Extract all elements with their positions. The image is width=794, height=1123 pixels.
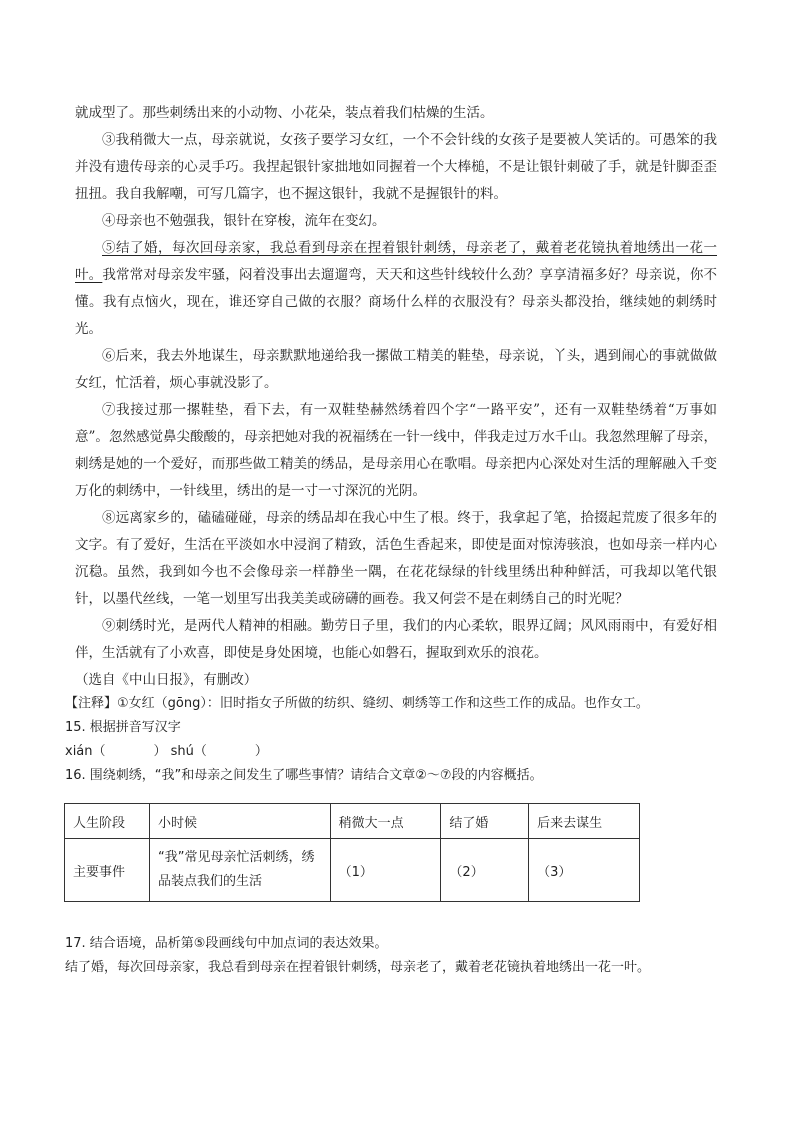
- questions-block: [65, 692, 735, 788]
- source-citation: （选自《中山日报》，有删改）: [75, 672, 258, 688]
- paragraph-4: ④母亲也不勉强我，银针在穿梭，流年在变幻。: [102, 213, 386, 229]
- paragraph-8: ⑧远离家乡的，磕磕碰碰，母亲的绣品却在我心中生了根。终于，我拿起了笔，拾掇起荒废了很多年的文字。有了爱好，生活在平淡如水中浸润了精致，活色生香起来，即使是面对惊涛骇浪，也如母亲一样内心沉稳。虽然，我到如今也不会像母亲一样静坐一隅，在花花绿绿的针线里绣出种种鲜活，可我却以笔代银针，以墨代丝线，一笔一划里写出我美美或磅礴的画卷。我又何尝不是在刺绣自己的时光呢？: [75, 510, 717, 607]
- question-16-title: 16. 围绕刺绣，“我”和母亲之间发生了哪些事情？请结合文章②～⑦段的内容概括。: [65, 768, 543, 783]
- answer-cell-3[interactable]: （3）: [529, 839, 640, 902]
- question-15-title: 15. 根据拼音写汉字: [65, 720, 181, 735]
- paragraph-7: ⑦我接过那一摞鞋垫，看下去，有一双鞋垫赫然绣着四个字“一路平安”，还有一双鞋垫绣着“万事如意”。忽然感觉鼻尖酸酸的，母亲把她对我的祝福绣在一针一线中，伴我走过万水千山。我忽然理解了母亲，刺绣是她的一个爱好，而那些做工精美的绣品，是母亲用心在歌唱。母亲把内心深处对生活的理解融入千变万化的刺绣中，一针线里，绣出的是一寸一寸深沉的光阴。: [75, 402, 717, 499]
- events-table: [64, 803, 640, 902]
- table-header-row: [65, 804, 640, 839]
- paragraph-5-rest: 我常常对母亲发牢骚，闷着没事出去遛遛弯，天天和这些针线较什么劲？享享清福多好？母亲说，你不懂。我有点恼火，现在，谁还穿自己做的衣服？商场什么样的衣服没有？母亲头都没抬，继续她的刺绣时光。: [75, 267, 718, 337]
- question-17-block: [65, 932, 735, 980]
- paragraph-5: [75, 235, 717, 343]
- paragraph-continued: 就成型了。那些刺绣出来的小动物、小花朵，装点着我们枯燥的生活。: [75, 105, 494, 121]
- closing-paren: ）: [254, 744, 268, 759]
- reading-passage: [75, 100, 717, 694]
- answer-cell-2[interactable]: （2）: [441, 839, 529, 902]
- table-header-cell: 小时候: [150, 804, 331, 839]
- table-row-label: 主要事件: [65, 839, 150, 902]
- answer-cell-1[interactable]: （1）: [330, 839, 441, 902]
- table-row: [65, 839, 640, 902]
- table-header-cell: 稍微大一点: [330, 804, 441, 839]
- table-header-cell: 结了婚: [441, 804, 529, 839]
- table-header-cell: 人生阶段: [65, 804, 150, 839]
- childhood-event-cell: “我”常见母亲忙活刺绣，绣品装点我们的生活: [150, 839, 331, 902]
- pinyin-xian: xián（: [65, 744, 106, 759]
- question-17-title: 17. 结合语境，品析第⑤段画线句中加点词的表达效果。: [65, 936, 388, 951]
- paragraph-6: ⑥后来，我去外地谋生，母亲默默地递给我一摞做工精美的鞋垫，母亲说，丫头，遇到闹心的事就做做女红，忙活着，烦心事就没影了。: [75, 348, 717, 391]
- paragraph-3: ③我稍微大一点，母亲就说，女孩子要学习女红，一个不会针线的女孩子是要被人笑话的。可愚笨的我并没有遗传母亲的心灵手巧。我捏起银针家拙地如同握着一个大棒槌，不是让银针刺破了手，就是针脚歪歪扭扭。我自我解嘲，可写几篇字，也不握这银针，我就不是握银针的料。: [75, 132, 717, 202]
- underlined-sentence: ⑤结了婚，每次回母亲家，我总看到母亲在捏着银针刺绣，母亲老了，戴着老花镜执着地绣出一花一叶。: [75, 240, 717, 283]
- paragraph-9: ⑨刺绣时光，是两代人精神的相融。勤劳日子里，我们的内心柔软，眼界辽阔；风风雨雨中，有爱好相伴，生活就有了小欢喜，即使是身处困境，也能心如磐石，握取到欢乐的浪花。: [75, 618, 717, 661]
- annotation-note: 【注释】①女红（gōng）：旧时指女子所做的纺织、缝纫、刺绣等工作和这些工作的成品。也作女工。: [65, 696, 649, 711]
- table-header-cell: 后来去谋生: [529, 804, 640, 839]
- question-15-answer-line: [65, 740, 735, 764]
- question-17-sentence: 结了婚，每次回母亲家，我总看到母亲在捏着银针刺绣，母亲老了，戴着老花镜执着地绣出一花一叶。: [65, 960, 651, 975]
- pinyin-shu: ） shú（: [153, 744, 207, 759]
